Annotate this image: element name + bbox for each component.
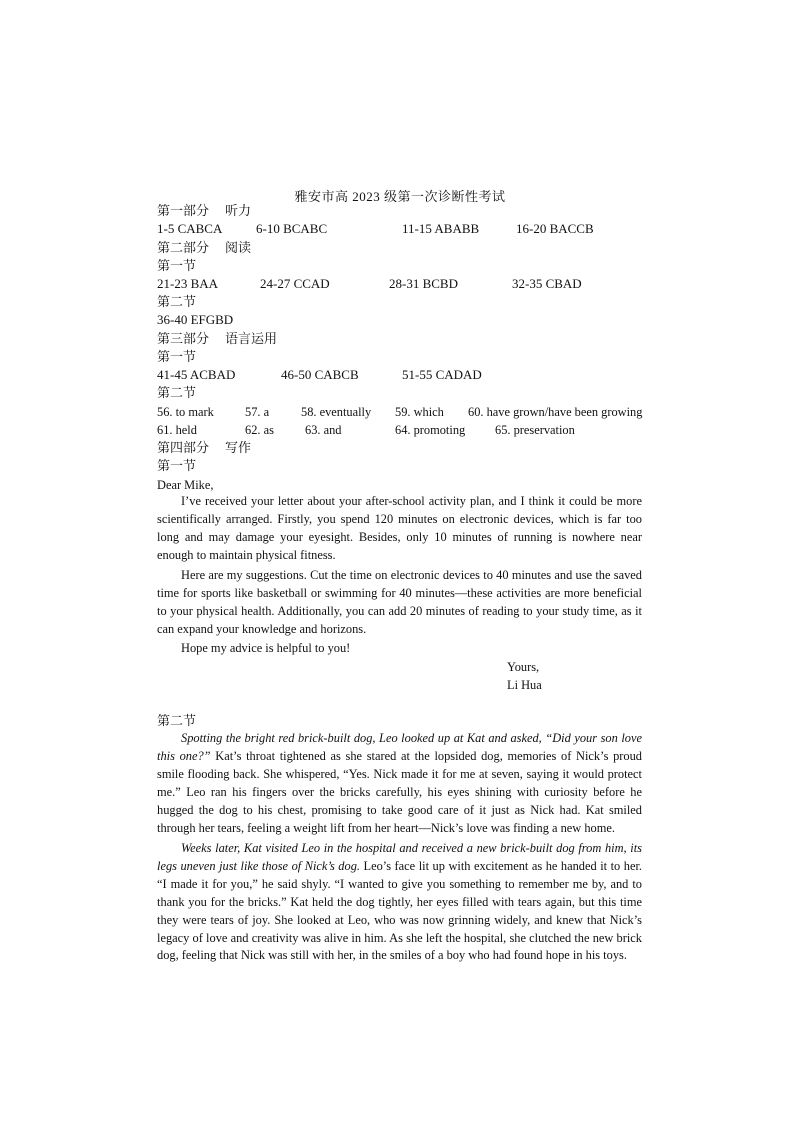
letter-paragraph-2: Here are my suggestions. Cut the time on electronic devices to 40 minutes and use the saved time for sports like basketball or swimming for 40 minutes—these activities are more beneficial to your physical health. Additionally, you can add 20 minutes of reading to your study time, as it can expand your knowledge and horizons. bbox=[157, 568, 642, 636]
part2-answers2: 36-40 EFGBD bbox=[157, 312, 234, 327]
part2-label: 第二部分 bbox=[157, 240, 210, 255]
part4-section1: 第一节 bbox=[157, 458, 197, 473]
letter-paragraph-3: Hope my advice is helpful to you! bbox=[181, 641, 351, 655]
part1-heading bbox=[157, 202, 251, 220]
part1-name: 听力 bbox=[225, 203, 252, 218]
answer-group: 1-5 CABCA bbox=[157, 221, 223, 236]
fill-answer: 61. held bbox=[157, 423, 197, 437]
fill-answer: 65. preservation bbox=[495, 423, 575, 437]
fill-answer: 62. as bbox=[245, 423, 274, 437]
answer-group: 21-23 BAA bbox=[157, 276, 219, 291]
letter-closing: Yours, bbox=[507, 660, 540, 674]
part2-heading bbox=[157, 239, 251, 257]
part4-label: 第四部分 bbox=[157, 440, 210, 455]
part4-name: 写作 bbox=[225, 440, 252, 455]
part3-section1: 第一节 bbox=[157, 349, 197, 364]
part2-section1: 第一节 bbox=[157, 258, 197, 273]
part4-section2: 第二节 bbox=[157, 713, 197, 728]
fill-answer: 63. and bbox=[305, 423, 342, 437]
story-paragraph-2 bbox=[157, 840, 642, 965]
story-paragraph-1-prompt: Spotting the bright red brick-built dog, Leo looked up at Kat and asked, “Did your son love this one?” bbox=[157, 731, 642, 763]
answer-group: 41-45 ACBAD bbox=[157, 367, 236, 382]
answer-group: 46-50 CABCB bbox=[281, 367, 359, 382]
fill-answer: 60. have grown/have been growing bbox=[468, 405, 643, 419]
answer-group: 24-27 CCAD bbox=[260, 276, 330, 291]
fill-answer: 56. to mark bbox=[157, 405, 214, 419]
part1-label: 第一部分 bbox=[157, 203, 210, 218]
part2-name: 阅读 bbox=[225, 240, 252, 255]
part3-section2: 第二节 bbox=[157, 385, 197, 400]
story-paragraph-1-body: Kat’s throat tightened as she stared at the lopsided dog, memories of Nick’s proud smile flooding back. She whispered, “Yes. Nick made it for me at seven, saying it would protect me.” Leo ran his fingers over the bricks carefully, his eyes shining with curiosity before he hugged the dog to his chest, promising to take good care of it just as Nick had. Kat smiled through her tears, feeling a weight lift from her heart—Nick’s love was finding a new home. bbox=[157, 748, 642, 835]
answer-group: 11-15 ABABB bbox=[402, 221, 480, 236]
part3-heading bbox=[157, 330, 277, 348]
part4-heading bbox=[157, 439, 251, 457]
fill-answer: 59. which bbox=[395, 405, 444, 419]
fill-answer: 64. promoting bbox=[395, 423, 466, 437]
page-title: 雅安市高 2023 级第一次诊断性考试 bbox=[294, 189, 506, 204]
part3-label: 第三部分 bbox=[157, 331, 210, 346]
letter-paragraph-1: I’ve received your letter about your after-school activity plan, and I think it could be more scientifically arranged. Firstly, you spend 120 minutes on electronic devices, which is far too long and may damage your eyesight. Besides, only 10 minutes of running is nowhere near enough to maintain physical fitness. bbox=[157, 494, 642, 562]
story-paragraph-2-body: Leo’s face lit up with excitement as he handed it to her. “I made it for you,” he said shyly. “I wanted to give you something to remember me by, and to thank you for the bricks.” Kat held the dog tightly, her eyes filled with tears again, but this time they were tears of joy. She looked at Leo, who was now grinning widely, and knew that Nick’s legacy of love and creativity was alive in him. As she left the hospital, she clutched the new brick dog, feeling that Nick was still with her, in the smiles of a boy who had found hope in his toys. bbox=[157, 858, 642, 963]
fill-answer: 57. a bbox=[245, 405, 270, 419]
part3-name: 语言运用 bbox=[225, 331, 278, 346]
story-paragraph-1 bbox=[157, 730, 642, 837]
answer-group: 6-10 BCABC bbox=[256, 221, 328, 236]
answer-group: 16-20 BACCB bbox=[516, 221, 594, 236]
letter-greeting: Dear Mike, bbox=[157, 478, 214, 492]
part2-section2: 第二节 bbox=[157, 294, 197, 309]
answer-group: 51-55 CADAD bbox=[402, 367, 482, 382]
fill-answer: 58. eventually bbox=[301, 405, 372, 419]
story-paragraph-2-prompt: Weeks later, Kat visited Leo in the hospital and received a new brick-built dog from him, its legs uneven just like those of Nick’s dog. bbox=[157, 841, 642, 873]
answer-group: 28-31 BCBD bbox=[389, 276, 458, 291]
letter-signature: Li Hua bbox=[507, 678, 542, 692]
answer-group: 32-35 CBAD bbox=[512, 276, 582, 291]
